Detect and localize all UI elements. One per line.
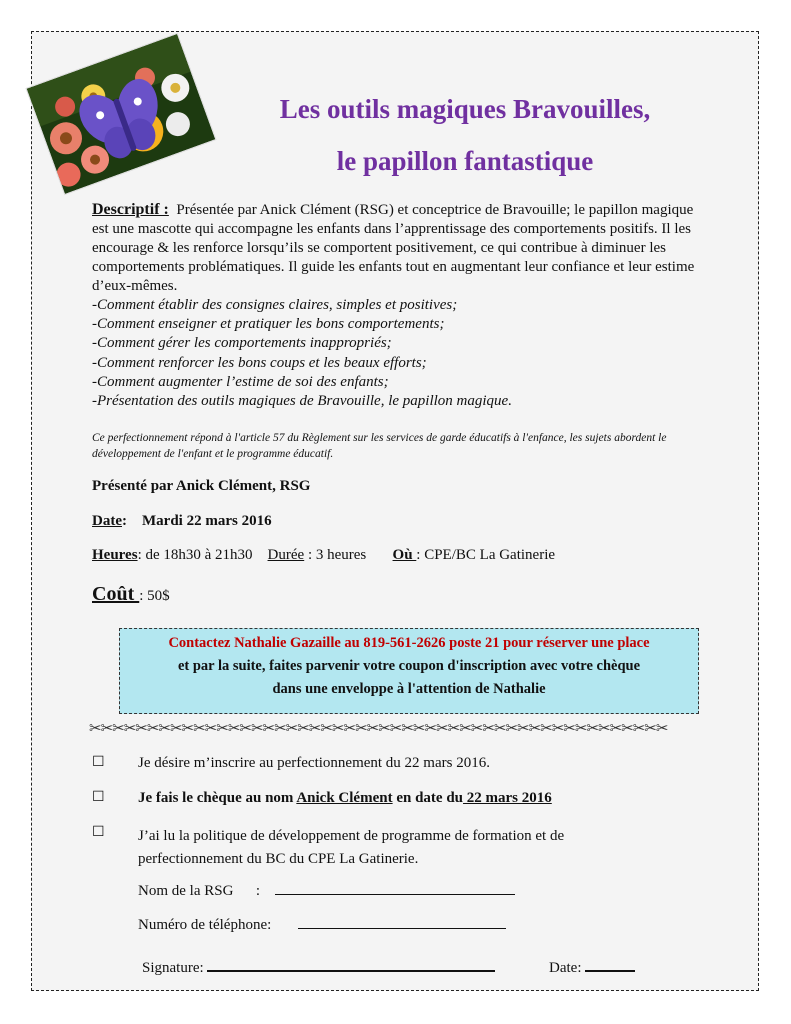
checkbox-label [138,790,552,807]
checkbox-label: J’ai lu la politique de développement de programme de formation et de perfectionnement du BC du CPE La Gatinerie. [138,828,565,867]
description-paragraph [92,200,702,296]
signature-input[interactable] [207,956,495,972]
description [92,200,702,411]
contact-box [119,628,699,714]
date-line: Date: Mardi 22 mars 2016 [92,513,272,529]
title-line-2: le papillon fantastique [336,146,594,176]
cheque-payee: Anick Clément [296,790,393,806]
list-item: -Présentation des outils magiques de Bravouille, le papillon magique. [92,393,512,410]
description-label: Descriptif : [92,201,169,218]
topics-list [92,296,702,411]
date-label: Date [92,513,122,529]
contact-line-1: Contactez Nathalie Gazaille au 819-561-2626 poste 21 pour réserver une place [168,635,650,651]
hours-value: : de 18h30 à 21h30 [137,547,253,563]
list-item: -Comment augmenter l’estime de soi des enfants; [92,373,389,390]
location-value: : CPE/BC La Gatinerie [416,547,556,563]
checkbox-icon[interactable]: ☐ [92,754,105,770]
cost-label: Coût [92,583,140,605]
rsg-name-field [138,880,515,900]
hours-line [92,547,555,564]
presenter: Présenté par Anick Clément, RSG [92,478,311,494]
signature-field [142,956,495,977]
phone-label: Numéro de téléphone: [138,917,272,933]
rsg-name-input[interactable] [275,880,515,895]
cheque-text-pre: Je fais le chèque au nom [138,790,297,806]
cost-line [92,583,170,606]
scissors-cut-line: ✂✂✂✂✂✂✂✂✂✂✂✂✂✂✂✂✂✂✂✂✂✂✂✂✂✂✂✂✂✂✂✂✂✂✂✂✂✂✂✂✂✂✂✂✂✂✂✂✂✂ [89,719,668,737]
cheque-text-mid: en date du [392,790,464,806]
list-item: -Comment établir des consignes claires, simples et positives; [92,297,458,313]
rsg-name-colon: : [255,883,261,899]
description-text: Présentée par Anick Clément (RSG) et conceptrice de Bravouille; le papillon magique est une mascotte qui accompagne les enfants dans l’apprentissage des comportements positifs. Il les encourage & les renforce lorsqu’ils se comportent positivement, ce qui contribue à diminuer les comportements problématiques. Il guide les enfants tout en augmentant leur confiance et leur estime d’eux-mêmes. [92,202,695,294]
list-item: -Comment enseigner et pratiquer les bons comportements; [92,316,445,333]
title-line-1: Les outils magiques Bravouilles, [279,94,651,124]
cost-value: : 50$ [139,588,170,604]
list-item: -Comment gérer les comportements inappropriés; [92,335,392,352]
phone-field [138,914,506,934]
regulation-note: Ce perfectionnement répond à l'article 57 du Règlement sur les services de garde éducatifs à l'enfance, les sujets abordent le développement de l'enfant et le programme éducatif. [92,432,667,460]
list-item: -Comment renforcer les bons coups et les beaux efforts; [92,354,427,371]
duration-value: : 3 heures [307,547,367,563]
date-value: Mardi 22 mars 2016 [142,513,272,529]
contact-line-2: et par la suite, faites parvenir votre coupon d'inscription avec votre chèque [177,658,641,674]
location-label: Où [392,547,417,563]
date-field-label: Date: [549,960,582,976]
hours-label: Heures [92,547,138,563]
contact-line-3: dans une enveloppe à l'attention de Nathalie [272,681,546,697]
rsg-name-label: Nom de la RSG [138,883,234,899]
phone-input[interactable] [298,914,506,929]
checkbox-icon[interactable]: ☐ [92,789,105,805]
checkbox-label: Je désire m’inscrire au perfectionnement du 22 mars 2016. [138,755,490,771]
signature-label: Signature: [142,960,204,976]
checkbox-icon[interactable]: ☐ [92,824,105,840]
date-field [549,956,635,977]
duration-label: Durée [267,547,305,563]
cheque-date: 22 mars 2016 [463,790,552,806]
date-input[interactable] [585,956,635,972]
